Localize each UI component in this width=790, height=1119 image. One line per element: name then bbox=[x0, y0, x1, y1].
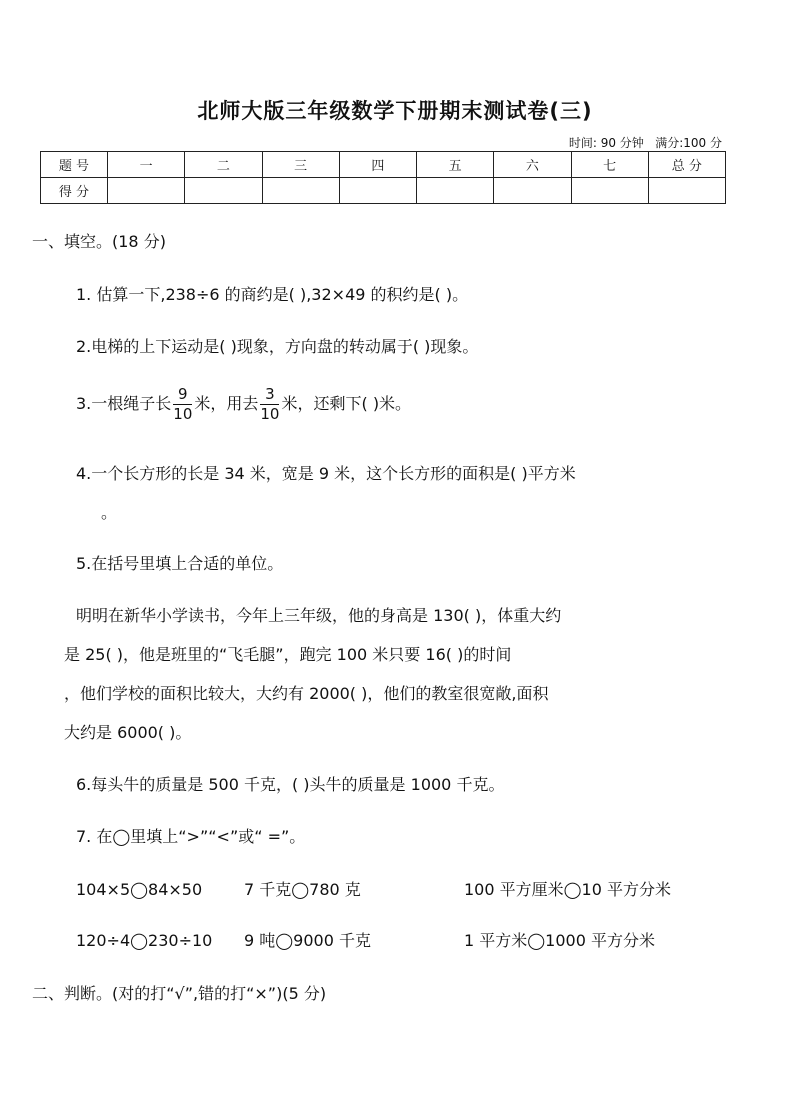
score-cell[interactable] bbox=[571, 178, 648, 204]
section-2-heading: 二、判断。(对的打“√”,错的打“×”)(5 分) bbox=[32, 984, 327, 1003]
fraction-9-10 bbox=[173, 387, 192, 422]
score-table-column-1: 一 bbox=[108, 152, 185, 178]
score-table-column-3: 三 bbox=[262, 152, 339, 178]
comparison-item: 104×5◯84×50 bbox=[76, 880, 203, 899]
question-3-suffix: 米，还剩下( )米。 bbox=[281, 394, 412, 413]
section-1-heading: 一、填空。(18 分) bbox=[32, 232, 166, 251]
fraction-denominator: 10 bbox=[173, 405, 193, 423]
score-cell[interactable] bbox=[108, 178, 185, 204]
question-5-passage-line-1: 明明在新华小学读书，今年上三年级，他的身高是 130( )，体重大约 bbox=[76, 606, 562, 625]
question-5-passage-line-3: ，他们学校的面积比较大，大约有 2000( )，他们的教室很宽敞,面积 bbox=[64, 684, 549, 703]
question-3-prefix: 3.一根绳子长 bbox=[76, 394, 172, 413]
comparison-item: 100 平方厘米◯10 平方分米 bbox=[464, 880, 671, 899]
comparison-item: 1 平方米◯1000 平方分米 bbox=[464, 931, 655, 950]
score-cell[interactable] bbox=[185, 178, 262, 204]
question-3-middle: 米，用去 bbox=[194, 394, 259, 413]
question-5-passage-line-4: 大约是 6000( )。 bbox=[64, 723, 192, 742]
question-5-passage-line-2: 是 25( )，他是班里的“飞毛腿”，跑完 100 米只要 16( )的时间 bbox=[64, 645, 512, 664]
score-table-column-4: 四 bbox=[339, 152, 416, 178]
score-table-header-row bbox=[41, 152, 726, 178]
question-6: 6.每头牛的质量是 500 千克，( )头牛的质量是 1000 千克。 bbox=[76, 775, 505, 794]
score-table-column-total: 总 分 bbox=[648, 152, 725, 178]
score-cell[interactable] bbox=[494, 178, 571, 204]
question-3 bbox=[76, 387, 411, 422]
question-2: 2.电梯的上下运动是( )现象，方向盘的转动属于( )现象。 bbox=[76, 337, 479, 356]
score-table-column-5: 五 bbox=[417, 152, 494, 178]
fraction-3-10 bbox=[260, 387, 279, 422]
score-table bbox=[40, 151, 726, 204]
fraction-denominator: 10 bbox=[260, 405, 280, 423]
score-cell[interactable] bbox=[648, 178, 725, 204]
comparison-item: 120÷4◯230÷10 bbox=[76, 931, 213, 950]
fraction-numerator: 9 bbox=[173, 387, 192, 405]
exam-title: 北师大版三年级数学下册期末测试卷(三) bbox=[197, 99, 593, 123]
score-table-column-6: 六 bbox=[494, 152, 571, 178]
question-7: 7. 在◯里填上“>”“<”或“ =”。 bbox=[76, 827, 306, 846]
question-4-line-1: 4.一个长方形的长是 34 米，宽是 9 米，这个长方形的面积是( )平方米 bbox=[76, 464, 576, 483]
comparison-item: 7 千克◯780 克 bbox=[244, 880, 361, 899]
comparison-item: 9 吨◯9000 千克 bbox=[244, 931, 371, 950]
score-table-column-2: 二 bbox=[185, 152, 262, 178]
question-1: 1. 估算一下,238÷6 的商约是( ),32×49 的积约是( )。 bbox=[76, 285, 469, 304]
score-table-row-label: 题 号 bbox=[41, 152, 108, 178]
question-5: 5.在括号里填上合适的单位。 bbox=[76, 554, 284, 573]
exam-time-and-score: 时间: 90 分钟 满分:100 分 bbox=[568, 136, 722, 150]
score-table-score-row bbox=[41, 178, 726, 204]
score-cell[interactable] bbox=[339, 178, 416, 204]
score-table-row-label: 得 分 bbox=[41, 178, 108, 204]
score-cell[interactable] bbox=[262, 178, 339, 204]
fraction-numerator: 3 bbox=[260, 387, 279, 405]
score-table-column-7: 七 bbox=[571, 152, 648, 178]
question-4-line-2: 。 bbox=[101, 503, 118, 522]
score-cell[interactable] bbox=[417, 178, 494, 204]
